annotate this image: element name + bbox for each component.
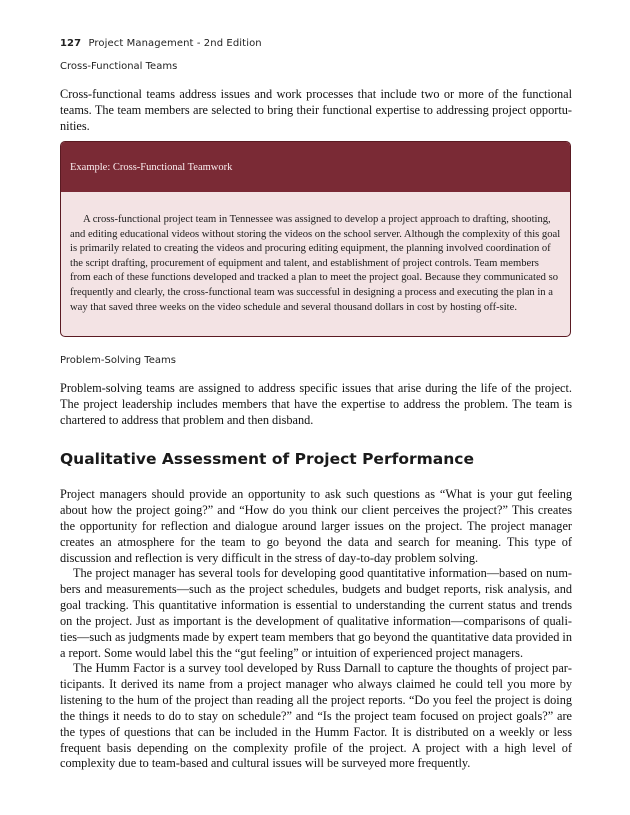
- problem-solving-paragraph: Problem-solving teams are assigned to address specific issues that arise during the life of the project. The project leadership includes members that have the expertise to address the problem. The team is chartered to address that problem and then disband.: [60, 381, 572, 427]
- page-number: 127: [60, 38, 82, 49]
- section-title: Qualitative Assessment of Project Performance: [60, 450, 474, 468]
- book-title: Project Management - 2nd Edition: [88, 38, 262, 49]
- cross-functional-paragraph: Cross-functional teams address issues and work processes that include two or more of the functional teams. The team members are selected to bring their functional expertise to addressing project opportunities.: [60, 87, 572, 133]
- example-title: Example: Cross-Functional Teamwork: [61, 142, 570, 192]
- qualitative-paragraph-3: The Humm Factor is a survey tool developed by Russ Darnall to capture the thoughts of project participants. It derived its name from a project manager who always claimed he could tell you more by listening to the hum of the project than reading all the project reports. “Do you feel the project is doing the things it needs to do to stay on schedule?” and “Is the project team focused on project goals?” are the types of questions that can be included in the Humm Factor. It is distributed on a weekly or less frequent basis depending on the complexity profile of the project. A project with a high level of complexity due to team-based and cultural issues will be surveyed more frequently.: [60, 661, 572, 771]
- example-box: [60, 141, 571, 337]
- problem-solving-heading: Problem-Solving Teams: [60, 355, 176, 366]
- cross-functional-heading: Cross-Functional Teams: [60, 61, 178, 72]
- qualitative-paragraph-1: Project managers should provide an opportunity to ask such questions as “What is your gut feeling about how the project going?” and “How do you think our client perceives the project?” This creates the opportunity for reflection and dialogue around larger issues on the project. The project manager creates an atmosphere for the team to go beyond the data and search for meaning. This type of discussion and reflection is very difficult in the stress of day-to-day problem solving.: [60, 487, 572, 565]
- qualitative-paragraph-2: The project manager has several tools for developing good quantitative information—based on numbers and measurements—such as the project schedules, budgets and budget reports, risk analysis, and goal tracking. This quantitative information is essential to understanding the current status and trends on the project. Just as important is the development of qualitative information—comparisons of qualities—such as judgments made by expert team members that go beyond the quantitative data provided in a report. Some would label this the “gut feeling” or intuition of experienced project managers.: [60, 566, 572, 660]
- running-head: [60, 38, 262, 49]
- example-body: A cross-functional project team in Tennessee was assigned to develop a project approach to drafting, shooting, and editing educational videos without storing the videos on the school server. Although the complexity of this goal is primarily related to creating the videos and procuring editing equipment, the planning involved coordination of the script drafting, procurement of equipment and talent, and establishment of project controls. Team members from each of these functions developed and tracked a plan to meet the project goal. Because they communicated so frequently and clearly, the cross-functional team was successful in designing a process and executing the plan in a way that saved three weeks on the video schedule and several thousand dollars in cost by hosting off-site.: [70, 214, 561, 313]
